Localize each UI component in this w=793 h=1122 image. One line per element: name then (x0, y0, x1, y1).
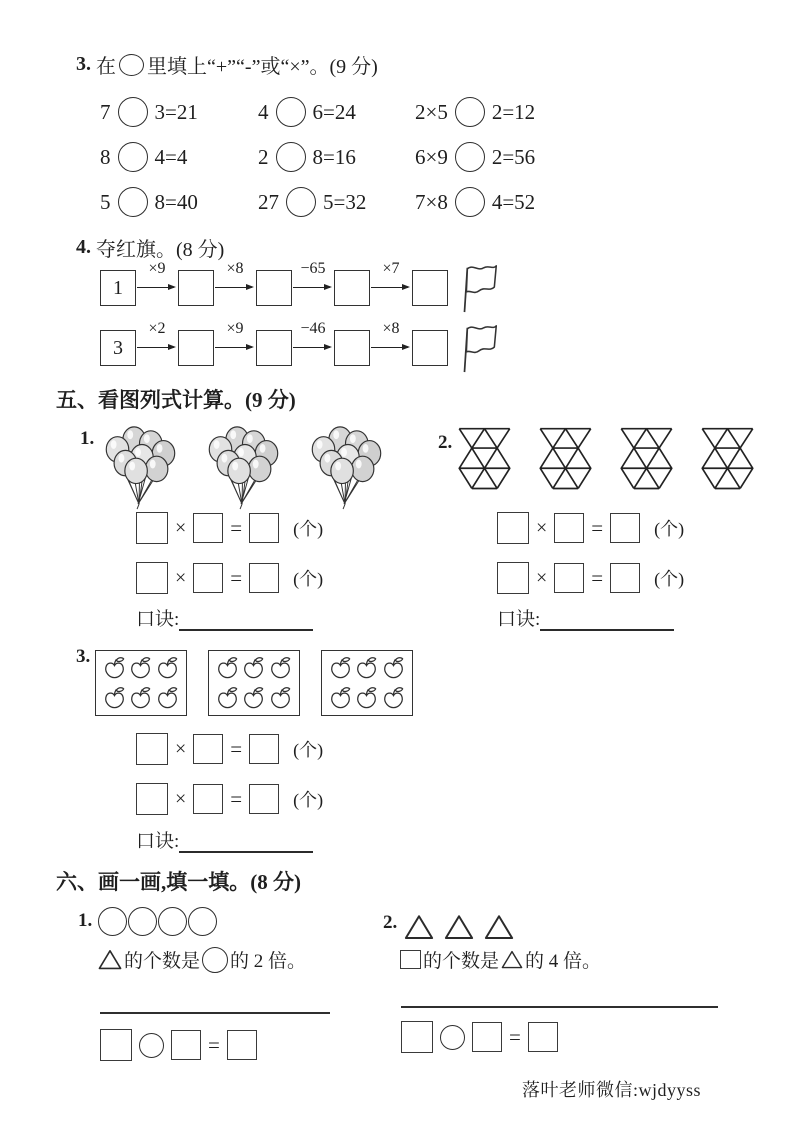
koujue-label: 口诀: (497, 609, 541, 630)
apple-box (208, 650, 300, 716)
equation (415, 187, 535, 217)
chain-step (214, 260, 256, 306)
answer-box[interactable] (334, 330, 370, 366)
times-sign: × (175, 566, 187, 589)
answer-line[interactable] (179, 829, 313, 853)
section3-heading (76, 50, 378, 79)
equation-lhs: 8 (100, 144, 111, 169)
chain-step (136, 260, 178, 306)
equation (100, 187, 198, 217)
balloon-bunch-icon (300, 422, 392, 510)
drawing-area-line[interactable] (401, 984, 718, 1008)
equation (100, 97, 198, 127)
equation (415, 97, 535, 127)
multiplication-blank-row (136, 733, 323, 765)
arrow-icon (137, 287, 174, 288)
apple-icon (381, 686, 406, 711)
apple-icon (354, 656, 379, 681)
circle-shape-icon (158, 907, 187, 936)
apple-icon (128, 656, 153, 681)
operator-blank[interactable] (455, 97, 485, 127)
apple-icon (241, 656, 266, 681)
factor-box[interactable] (193, 563, 223, 593)
apple-icon (215, 686, 240, 711)
apple-icon (268, 656, 293, 681)
flag-icon (454, 262, 500, 314)
multiplication-blank-row (497, 512, 684, 544)
triangle-figure-icon (456, 427, 513, 491)
triangle-figure-icon (537, 427, 594, 491)
equals-sign: = (509, 1024, 521, 1049)
item2-text-mid: 的个数是 (423, 951, 500, 972)
equals-sign: = (230, 565, 243, 590)
triangle-shape-icon (98, 949, 122, 970)
equals-sign: = (591, 515, 604, 540)
circle-shape-icon (98, 907, 127, 936)
answer-box[interactable] (256, 330, 292, 366)
result-box[interactable] (227, 1030, 257, 1060)
apple-icon (155, 656, 180, 681)
apple-icon (102, 686, 127, 711)
operator-blank[interactable] (455, 142, 485, 172)
apple-box (95, 650, 187, 716)
operator-blank[interactable] (440, 1025, 465, 1050)
koujue-line (136, 604, 313, 631)
arrow-icon (215, 287, 252, 288)
multiplication-blank-row (136, 783, 323, 815)
factor-box[interactable] (193, 513, 223, 543)
result-box[interactable] (528, 1022, 558, 1052)
times-sign: × (175, 516, 187, 539)
item1-number: 1. (80, 428, 95, 449)
chain-step (292, 320, 334, 366)
answer-box[interactable] (178, 270, 214, 306)
operator-blank[interactable] (139, 1033, 164, 1058)
section4-heading (76, 233, 224, 262)
chain-step (292, 260, 334, 306)
flag-icon (454, 322, 500, 374)
item2-text-post: 的 4 倍。 (525, 951, 602, 972)
item1-text-post: 的 2 倍。 (230, 951, 307, 972)
equation-rhs: 3=21 (154, 99, 198, 124)
product-box[interactable] (249, 563, 279, 593)
circle-shape-icon (128, 907, 157, 936)
item2-number: 2. (438, 432, 453, 453)
equation-rhs: 2=12 (491, 99, 536, 124)
triangle-shape-icon (484, 914, 514, 940)
answer-box[interactable] (334, 270, 370, 306)
factor-box[interactable] (136, 562, 168, 594)
unit-label: (个) (293, 519, 324, 539)
item2-text (400, 946, 601, 973)
operation-label: −65 (300, 260, 326, 277)
triangle-figure-icon (618, 427, 675, 491)
factor-box[interactable] (497, 562, 529, 594)
item1-text (98, 946, 306, 973)
equation-rhs: 4=52 (491, 189, 536, 214)
unit-label: (个) (293, 569, 324, 589)
answer-line[interactable] (540, 607, 674, 631)
equation-rhs: 4=4 (154, 144, 188, 169)
operator-blank[interactable] (455, 187, 485, 217)
chain-start-box: 1 (100, 270, 136, 306)
square-shape-icon (400, 950, 421, 969)
equals-sign: = (230, 786, 243, 811)
apple-icon (328, 686, 353, 711)
equation-rhs: 2=56 (491, 144, 536, 169)
arrow-icon (293, 347, 330, 348)
product-box[interactable] (249, 734, 279, 764)
equals-sign: = (230, 736, 243, 761)
answer-box[interactable] (412, 330, 448, 366)
apple-groups (95, 650, 413, 716)
chain-step (370, 260, 412, 306)
triangle-groups (456, 427, 756, 491)
equation (100, 142, 187, 172)
product-box[interactable] (610, 513, 640, 543)
multiplication-blank-row (497, 562, 684, 594)
factor-box[interactable] (136, 512, 168, 544)
answer-line[interactable] (179, 607, 313, 631)
equation-rhs: 8=40 (154, 189, 198, 214)
apple-icon (354, 686, 379, 711)
chain-start-box: 3 (100, 330, 136, 366)
equation (258, 97, 356, 127)
equation-lhs: 2 (258, 144, 269, 169)
section5-heading: 五、看图列式计算。(9 分) (56, 388, 296, 412)
triangle-shape-icon (404, 914, 434, 940)
section3-number: 3. (76, 53, 91, 75)
times-sign: × (536, 566, 548, 589)
equals-sign: = (591, 565, 604, 590)
factor-box[interactable] (497, 512, 529, 544)
triangle-figure-icon (699, 427, 756, 491)
product-box[interactable] (249, 784, 279, 814)
triangle-shape-icon (444, 914, 474, 940)
koujue-label: 口诀: (136, 831, 180, 852)
watermark-credit: 落叶老师微信:wjdyyss (522, 1080, 702, 1100)
answer-box[interactable] (178, 330, 214, 366)
section4-title: 夺红旗。(8 分) (96, 239, 225, 261)
apple-icon (155, 686, 180, 711)
operator-blank[interactable] (118, 187, 148, 217)
operand-box[interactable] (171, 1030, 201, 1060)
apple-icon (328, 656, 353, 681)
operation-label: ×8 (382, 320, 400, 337)
product-box[interactable] (610, 563, 640, 593)
section6-item2-number: 2. (383, 912, 398, 933)
chain-row (100, 322, 500, 374)
factor-box[interactable] (193, 734, 223, 764)
operator-blank[interactable] (118, 97, 148, 127)
times-sign: × (175, 737, 187, 760)
apple-icon (102, 656, 127, 681)
circle-row (98, 907, 217, 936)
operand-box[interactable] (401, 1021, 433, 1053)
section3-title-pre: 在 (96, 56, 116, 78)
equation-lhs: 7 (100, 99, 111, 124)
arrow-icon (293, 287, 330, 288)
product-box[interactable] (249, 513, 279, 543)
koujue-label: 口诀: (136, 609, 180, 630)
unit-label: (个) (293, 790, 324, 810)
koujue-line (136, 826, 313, 853)
apple-icon (241, 686, 266, 711)
answer-equation (401, 1021, 558, 1053)
balloon-bunch-icon (94, 422, 186, 510)
section6-heading: 六、画一画,填一填。(8 分) (56, 870, 301, 894)
section4-number: 4. (76, 236, 91, 258)
chain-step (370, 320, 412, 366)
triangle-shape-icon (501, 950, 523, 969)
times-sign: × (536, 516, 548, 539)
arrow-icon (137, 347, 174, 348)
factor-box[interactable] (136, 733, 168, 765)
apple-icon (268, 686, 293, 711)
equation-rhs: 8=16 (312, 144, 356, 169)
apple-icon (128, 686, 153, 711)
item3-number: 3. (76, 646, 91, 667)
equation-lhs: 7×8 (415, 189, 448, 214)
operand-box[interactable] (100, 1029, 132, 1061)
balloon-bunch-icon (197, 422, 289, 510)
operand-box[interactable] (472, 1022, 502, 1052)
factor-box[interactable] (193, 784, 223, 814)
equation-lhs: 27 (258, 189, 279, 214)
operation-label: ×9 (226, 320, 244, 337)
arrow-icon (215, 347, 252, 348)
operator-blank[interactable] (276, 142, 306, 172)
multiplication-blank-row (136, 512, 323, 544)
chain-row (100, 262, 500, 314)
chain-step (136, 320, 178, 366)
apple-icon (215, 656, 240, 681)
factor-box[interactable] (554, 513, 584, 543)
unit-label: (个) (654, 519, 685, 539)
operation-label: −46 (300, 320, 326, 337)
section3-title-post: 里填上“+”“-”或“×”。(9 分) (147, 56, 378, 78)
operator-blank[interactable] (276, 97, 306, 127)
operation-label: ×2 (148, 320, 166, 337)
equation-lhs: 4 (258, 99, 269, 124)
operator-blank[interactable] (286, 187, 316, 217)
chain-step (214, 320, 256, 366)
equals-sign: = (230, 515, 243, 540)
operation-label: ×7 (382, 260, 400, 277)
answer-equation (100, 1029, 257, 1061)
arrow-icon (371, 287, 408, 288)
equation-lhs: 2×5 (415, 99, 448, 124)
equation (258, 142, 356, 172)
circle-shape-icon (202, 947, 228, 973)
drawing-area-line[interactable] (100, 990, 330, 1014)
factor-box[interactable] (554, 563, 584, 593)
balloon-groups (94, 422, 392, 510)
circle-shape-icon (188, 907, 217, 936)
operation-label: ×9 (148, 260, 166, 277)
equals-sign: = (208, 1032, 220, 1057)
multiplication-blank-row (136, 562, 323, 594)
circle-blank-icon (119, 54, 144, 76)
unit-label: (个) (654, 569, 685, 589)
factor-box[interactable] (136, 783, 168, 815)
equation (415, 142, 535, 172)
apple-box (321, 650, 413, 716)
operation-label: ×8 (226, 260, 244, 277)
arrow-icon (371, 347, 408, 348)
answer-box[interactable] (256, 270, 292, 306)
equation-lhs: 6×9 (415, 144, 448, 169)
equation-rhs: 6=24 (312, 99, 356, 124)
apple-icon (381, 656, 406, 681)
operator-blank[interactable] (118, 142, 148, 172)
equation-rhs: 5=32 (323, 189, 367, 214)
koujue-line (497, 604, 674, 631)
equation (258, 187, 366, 217)
item1-text-mid: 的个数是 (124, 951, 201, 972)
unit-label: (个) (293, 740, 324, 760)
answer-box[interactable] (412, 270, 448, 306)
equation-lhs: 5 (100, 189, 111, 214)
times-sign: × (175, 787, 187, 810)
triangle-row (404, 914, 514, 940)
section6-item1-number: 1. (78, 910, 93, 931)
